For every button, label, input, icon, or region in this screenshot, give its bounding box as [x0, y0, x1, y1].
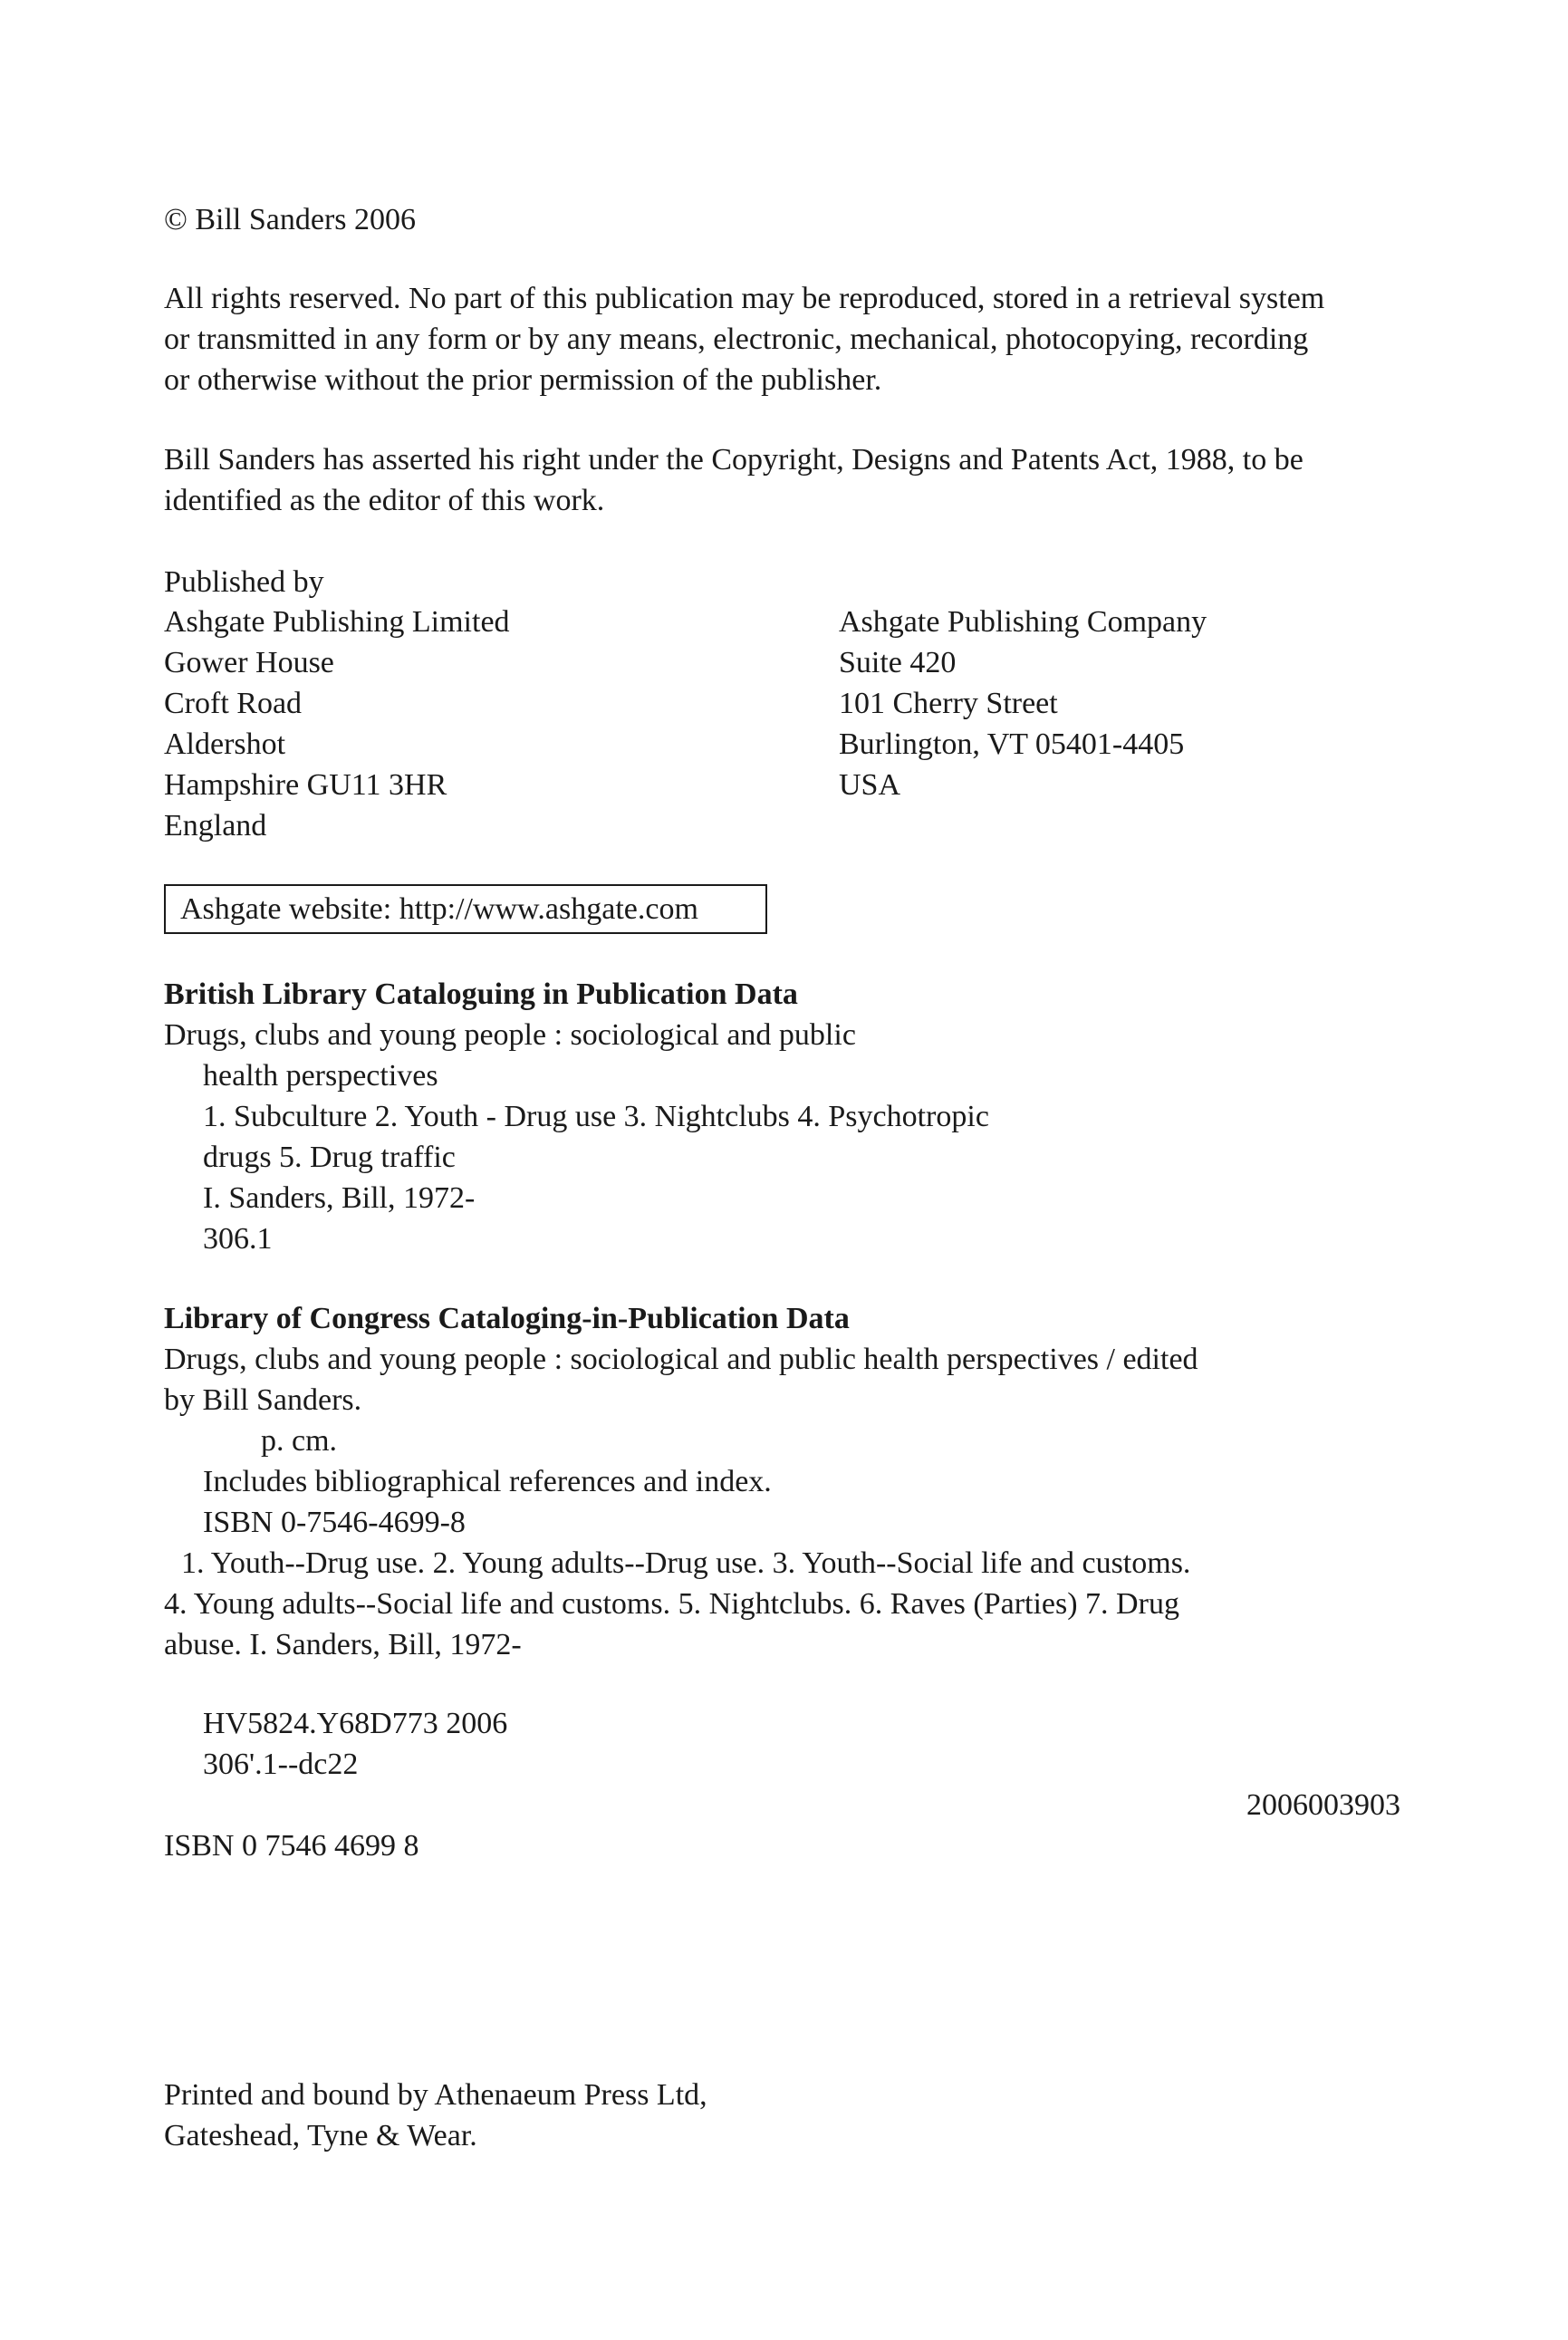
published-by-label: Published by: [164, 565, 324, 599]
loc-cip-line: Drugs, clubs and young people : sociological and public health perspectives / edited: [164, 1343, 1198, 1376]
us-address-line: USA: [839, 768, 901, 802]
uk-address-line: Gower House: [164, 646, 334, 679]
copyright-notice: © Bill Sanders 2006: [164, 203, 416, 236]
bl-cip-line: 1. Subculture 2. Youth - Drug use 3. Nightclubs 4. Psychotropic: [203, 1100, 989, 1133]
loc-cip-line: 4. Young adults--Social life and customs. 5. Nightclubs. 6. Raves (Parties) 7. Drug: [164, 1587, 1179, 1621]
uk-address-line: England: [164, 809, 267, 843]
printer-line: Gateshead, Tyne & Wear.: [164, 2119, 477, 2152]
us-address-line: Suite 420: [839, 646, 957, 679]
website-text: Ashgate website: http://www.ashgate.com: [180, 892, 698, 926]
uk-address-line: Croft Road: [164, 687, 303, 720]
bl-cip-heading: British Library Cataloguing in Publication Data: [164, 977, 798, 1011]
website-box: [164, 884, 767, 934]
rights-line: or otherwise without the prior permission of the publisher.: [164, 363, 882, 397]
bl-cip-line: 306.1: [203, 1222, 273, 1256]
uk-address-line: Aldershot: [164, 727, 286, 761]
assertion-line: Bill Sanders has asserted his right under the Copyright, Designs and Patents Act, 1988, to be: [164, 443, 1303, 477]
uk-address-line: Hampshire GU11 3HR: [164, 768, 447, 802]
loc-cip-line: 1. Youth--Drug use. 2. Young adults--Drug use. 3. Youth--Social life and customs.: [181, 1546, 1191, 1580]
bl-cip-line: Drugs, clubs and young people : sociological and public: [164, 1018, 856, 1052]
loc-cip-heading: Library of Congress Cataloging-in-Publication Data: [164, 1302, 850, 1335]
printer-line: Printed and bound by Athenaeum Press Ltd,: [164, 2078, 707, 2112]
bl-cip-line: I. Sanders, Bill, 1972-: [203, 1181, 476, 1215]
loc-cip-line: HV5824.Y68D773 2006: [203, 1707, 508, 1740]
loc-cip-line: Includes bibliographical references and index.: [203, 1465, 772, 1498]
us-address-line: Ashgate Publishing Company: [839, 605, 1207, 639]
loc-cip-line: by Bill Sanders.: [164, 1383, 362, 1417]
bl-cip-line: drugs 5. Drug traffic: [203, 1141, 456, 1174]
rights-line: or transmitted in any form or by any means, electronic, mechanical, photocopying, recording: [164, 323, 1309, 356]
bl-cip-line: health perspectives: [203, 1059, 438, 1093]
us-address-line: Burlington, VT 05401-4405: [839, 727, 1185, 761]
uk-address-line: Ashgate Publishing Limited: [164, 605, 510, 639]
us-address-line: 101 Cherry Street: [839, 687, 1058, 720]
rights-line: All rights reserved. No part of this publication may be reproduced, stored in a retrieval system: [164, 282, 1325, 315]
assertion-line: identified as the editor of this work.: [164, 484, 605, 517]
loc-cip-line: ISBN 0-7546-4699-8: [203, 1506, 466, 1539]
loc-cip-line: 306'.1--dc22: [203, 1748, 359, 1781]
loc-control-number: 2006003903: [1246, 1788, 1400, 1822]
loc-cip-line: p. cm.: [261, 1424, 338, 1458]
loc-cip-line: abuse. I. Sanders, Bill, 1972-: [164, 1628, 522, 1661]
isbn: ISBN 0 7546 4699 8: [164, 1829, 419, 1863]
